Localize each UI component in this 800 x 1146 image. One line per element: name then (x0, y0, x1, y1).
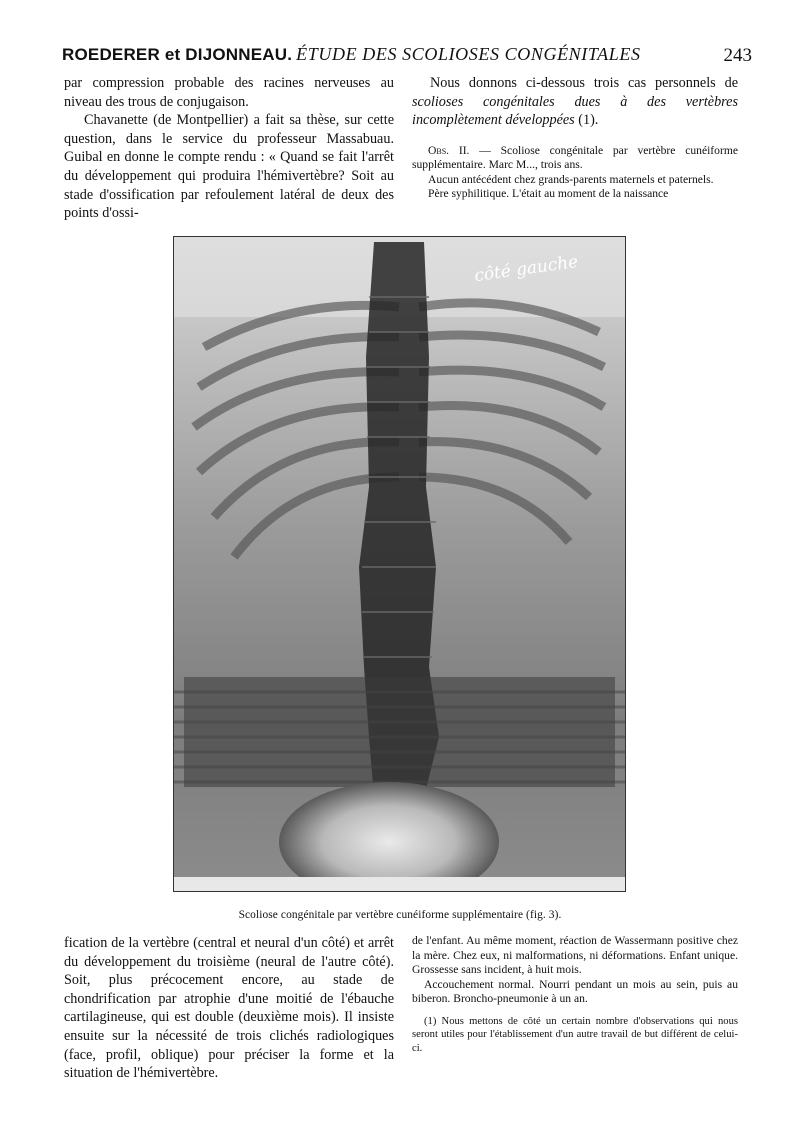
xray-image (174, 237, 625, 891)
paragraph: de l'enfant. Au même moment, réaction de Wassermann positive chez la mère. Chez eux, ni malformations, ni déformations. Enfant unique. Grossesse sans incident, à huit mois. (412, 934, 738, 977)
header-authors: ROEDERER et DIJONNEAU. (62, 45, 293, 64)
observation-label: Obs. II. (428, 143, 470, 157)
paragraph: Père syphilitique. L'était au moment de la naissance (428, 187, 669, 200)
paragraph: par compression probable des racines nerveuses au niveau des trous de conjugaison. (64, 75, 394, 110)
running-header (62, 44, 752, 72)
intro-footnote-ref: (1). (574, 112, 599, 129)
paragraph: fication de la vertèbre (central et neural d'un côté) et arrêt du développement du troisième (neural de l'autre côté). Soit, plus précocement encore, au stade de chondrification par atrophie d'une moitié de l'ébauche cartilagineuse, qui est double (deuxième mois). Il insiste ensuite sur la nécessité de trois clichés radiologiques (face, profil, oblique) pour préciser la forme et la situation de l'hémivertèbre. (64, 935, 394, 1082)
observation-title: — Scoliose congénitale par vertèbre cunéiforme supplémentaire. Marc M..., trois ans. (412, 143, 738, 172)
handwritten-note: côté gauche (473, 251, 580, 287)
right-column-bottom (412, 934, 738, 1055)
page-number: 243 (723, 45, 752, 66)
intro-text: Nous donnons ci-dessous trois cas personnels de (430, 75, 738, 91)
paragraph: Accouchement normal. Nourri pendant un mois au sein, puis au biberon. Broncho-pneumonie à un an. (412, 977, 738, 1006)
observation-heading (412, 144, 738, 173)
xray-figure (173, 236, 626, 892)
header-title: ÉTUDE DES SCOLIOSES CONGÉNITALES (296, 44, 641, 64)
right-column-top (412, 74, 738, 201)
paragraph: Aucun antécédent chez grands-parents maternels et paternels. (428, 172, 714, 186)
intro-paragraph (412, 74, 738, 130)
left-column-bottom (64, 934, 394, 1083)
figure-caption: Scoliose congénitale par vertèbre cunéiforme supplémentaire (fig. 3). (238, 909, 562, 921)
footnote: (1) Nous mettons de côté un certain nombre d'observations qui nous seront utiles pour l'établissement d'un autre travail de but différent de celui-ci. (412, 1015, 738, 1054)
paragraph: Chavanette (de Montpellier) a fait sa thèse, sur cette question, dans le service du professeur Massabuau. Guibal en donne le compte rendu : « Quand se fait l'arrêt du développement qui produira l'hémivertèbre? Soit au stade d'ossification par refoulement latéral de deux des points d'ossi- (64, 112, 394, 222)
left-column-top (64, 74, 394, 223)
intro-italic: scolioses congénitales dues à des vertèbres incomplètement développées (412, 93, 738, 129)
